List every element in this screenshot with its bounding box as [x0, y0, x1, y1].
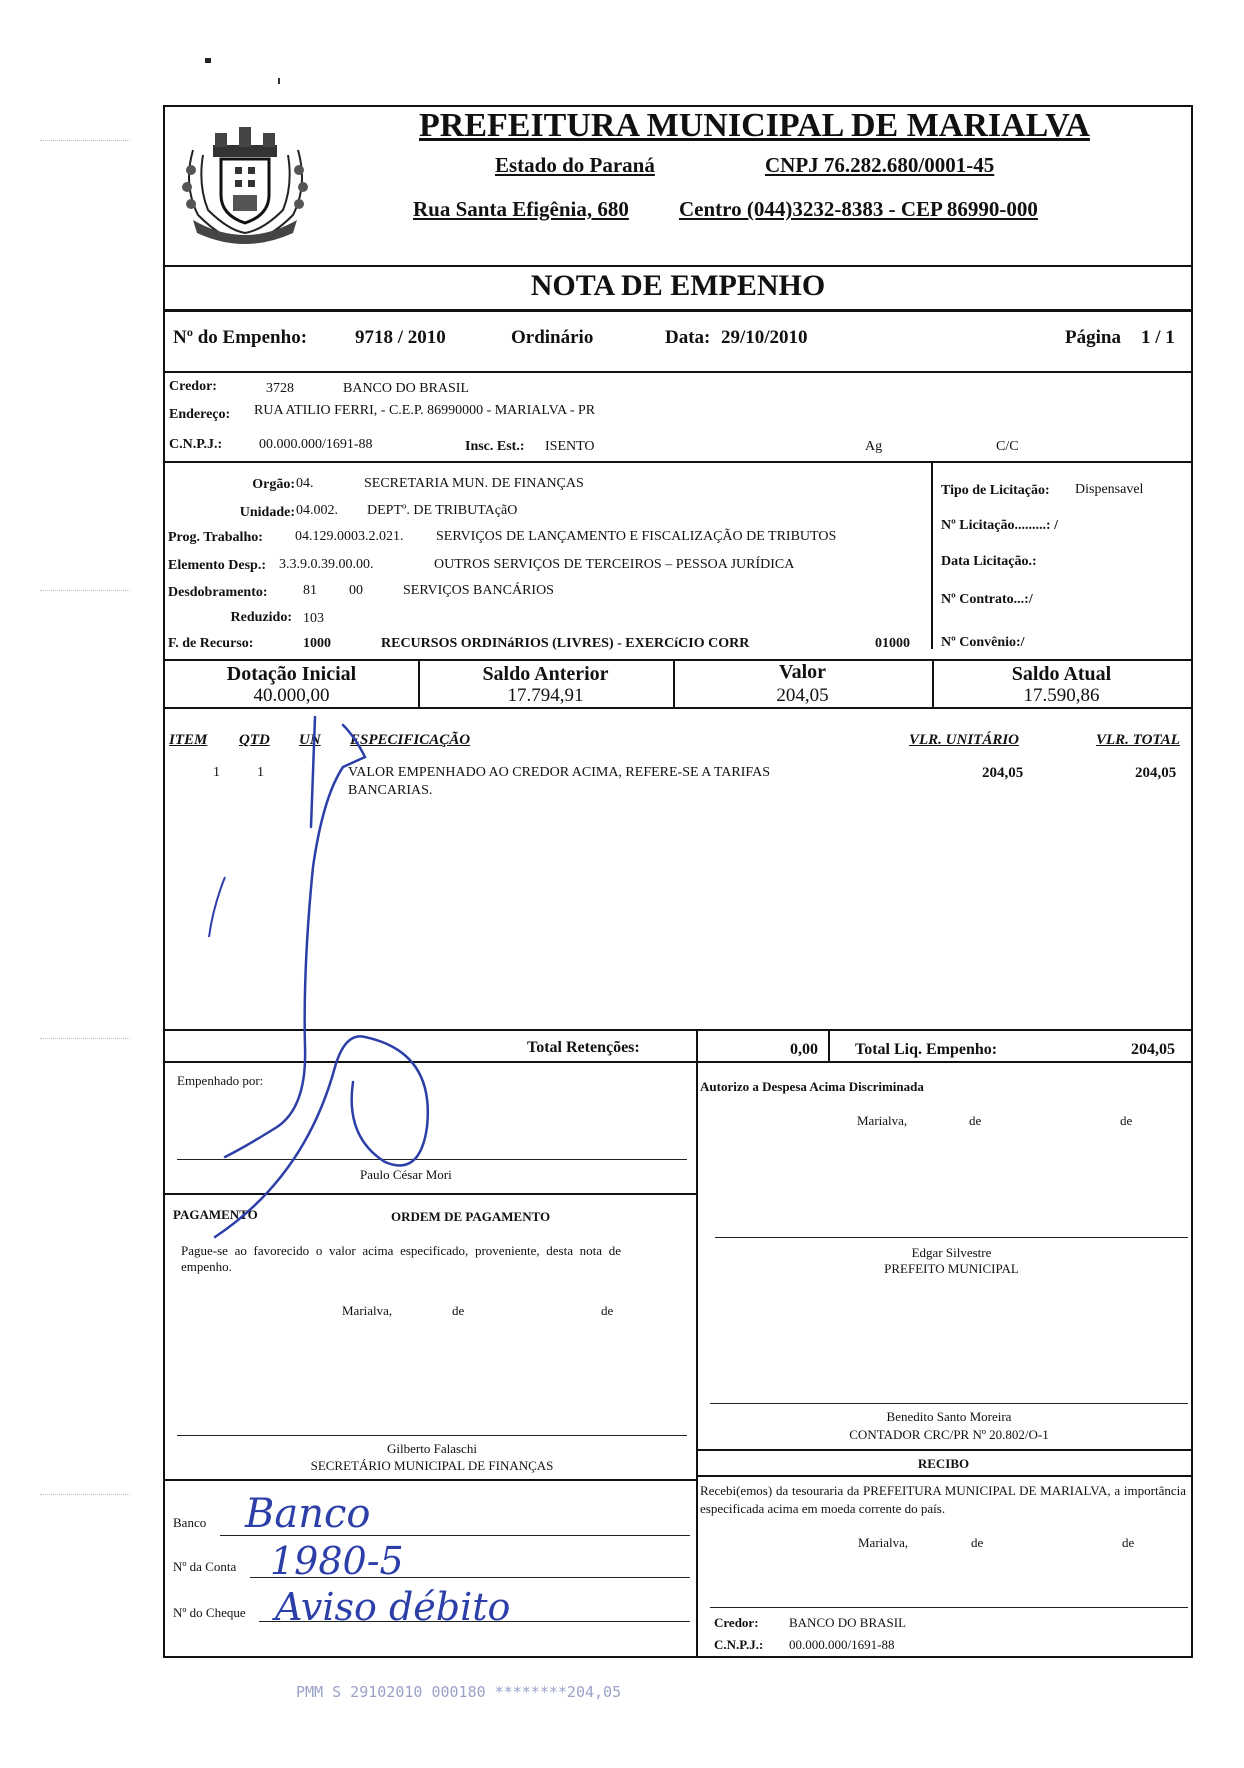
- recibo-city: Marialva,: [858, 1535, 909, 1550]
- scan-noise: [40, 1038, 130, 1045]
- conta-label: Nº da Conta: [173, 1559, 237, 1574]
- item-spec-line-1: VALOR EMPENHADO AO CREDOR ACIMA, REFERE-SE A TARIFAS: [348, 765, 771, 780]
- desdobramento-sub: 00: [349, 583, 363, 598]
- contador-role: CONTADOR CRC/PR Nº 20.802/O-1: [849, 1427, 1049, 1442]
- divider: [165, 371, 1191, 373]
- dotacao-label: Dotação Inicial: [226, 663, 357, 685]
- divider: [828, 1029, 830, 1061]
- reduzido-label: Reduzido:: [230, 610, 292, 625]
- signature-line: [710, 1403, 1188, 1404]
- valor-label: Valor: [778, 661, 827, 683]
- recibo-cnpj: 00.000.000/1691-88: [789, 1637, 895, 1652]
- total-retencoes-value: 0,00: [790, 1041, 818, 1058]
- recurso-name: RECURSOS ORDINáRIOS (LIVRES) - EXERCíCIO CORR: [381, 636, 750, 651]
- ag-label: Ag: [865, 439, 883, 454]
- cheque-label: Nº do Cheque: [173, 1605, 246, 1620]
- desdobramento-code: 81: [303, 583, 317, 598]
- desdobramento-name: SERVIÇOS BANCÁRIOS: [403, 583, 554, 598]
- autorizo-de-1: de: [969, 1113, 982, 1128]
- printer-stamp: PMM S 29102010 000180 ********204,05: [296, 1683, 622, 1701]
- prefeito-role: PREFEITO MUNICIPAL: [884, 1261, 1019, 1276]
- elemento-label: Elemento Desp.:: [168, 558, 266, 573]
- cnpj-header: CNPJ 76.282.680/0001-45: [765, 153, 995, 177]
- empenhado-signer: Paulo César Mori: [360, 1167, 452, 1182]
- total-liquido-label: Total Liq. Empenho:: [855, 1041, 998, 1058]
- qtd-header: QTD: [239, 732, 270, 748]
- prefeito-signer: Edgar Silvestre: [911, 1245, 992, 1260]
- divider: [696, 1475, 1191, 1477]
- recibo-cnpj-label: C.N.P.J.:: [714, 1637, 764, 1652]
- recibo-text: Recebi(emos) da tesouraria da PREFEITURA MUNICIPAL DE MARIALVA, a importância especificada acima em moeda corrente do país.: [700, 1483, 1186, 1516]
- autorizo-label: Autorizo a Despesa Acima Discriminada: [700, 1079, 924, 1094]
- data-licitacao: Data Licitação.:: [941, 554, 1037, 569]
- scan-noise: [40, 140, 130, 147]
- prog-name: SERVIÇOS DE LANÇAMENTO E FISCALIZAÇÃO DE TRIBUTOS: [436, 529, 837, 544]
- empenho-number-label: Nº do Empenho:: [173, 327, 308, 348]
- prefeitura-title: PREFEITURA MUNICIPAL DE MARIALVA: [419, 107, 1090, 144]
- page-number: 1 / 1: [1141, 327, 1175, 348]
- scan-mark: [278, 78, 280, 84]
- valor-value: 204,05: [776, 685, 829, 706]
- orgao-name: SECRETARIA MUN. DE FINANÇAS: [364, 476, 584, 491]
- divider: [165, 1479, 698, 1481]
- scan-noise: [40, 1494, 130, 1501]
- divider: [696, 1061, 698, 1658]
- item-spec-line-2: BANCARIAS.: [348, 783, 433, 798]
- recurso-code: 1000: [303, 636, 331, 651]
- empenho-number: 9718 / 2010: [355, 327, 446, 348]
- recibo-de-2: de: [1122, 1535, 1135, 1550]
- credor-code: 3728: [266, 381, 294, 396]
- saldo-anterior-label: Saldo Anterior: [482, 663, 609, 685]
- pagamento-de-1: de: [452, 1303, 465, 1318]
- tipo-licitacao-value: Dispensavel: [1075, 482, 1144, 497]
- unidade-label: Unidade:: [239, 505, 295, 520]
- handwritten-signature: [195, 707, 495, 1267]
- prog-code: 04.129.0003.2.021.: [295, 529, 404, 544]
- valor-total-header: VLR. TOTAL: [1096, 732, 1180, 748]
- empenhado-por-label: Empenhado por:: [177, 1073, 264, 1088]
- recibo-title: RECIBO: [917, 1456, 970, 1471]
- desdobramento-label: Desdobramento:: [168, 585, 268, 600]
- pagamento-label: PAGAMENTO: [173, 1207, 258, 1222]
- endereco-label: Endereço:: [169, 407, 231, 422]
- banco-label: Banco: [173, 1515, 207, 1530]
- municipal-coat-of-arms-logo: [173, 115, 318, 247]
- cc-label: C/C: [996, 439, 1019, 454]
- credor-endereco: RUA ATILIO FERRI, - C.E.P. 86990000 - MARIALVA - PR: [254, 403, 596, 418]
- numero-contrato: Nº Contrato...:/: [941, 592, 1033, 607]
- insc-label: Insc. Est.:: [465, 439, 525, 454]
- ordem-pagamento-label: ORDEM DE PAGAMENTO: [391, 1209, 551, 1224]
- secretario-signer: Gilberto Falaschi: [387, 1441, 477, 1456]
- especificacao-header: ESPECIFICAÇÃO: [350, 732, 471, 748]
- elemento-name: OUTROS SERVIÇOS DE TERCEIROS – PESSOA JURÍDICA: [434, 557, 795, 572]
- dotacao-value: 40.000,00: [253, 685, 330, 706]
- signature-line: [715, 1237, 1188, 1238]
- divider: [165, 461, 1191, 463]
- recibo-credor-name: BANCO DO BRASIL: [789, 1615, 907, 1630]
- prog-label: Prog. Trabalho:: [168, 530, 263, 545]
- recibo-credor-label: Credor:: [714, 1615, 759, 1630]
- nota-de-empenho-form: [163, 105, 1193, 1658]
- autorizo-city: Marialva,: [857, 1113, 908, 1128]
- credor-label: Credor:: [169, 379, 217, 394]
- unidade-code: 04.002.: [296, 503, 338, 518]
- divider: [931, 461, 933, 649]
- recurso-label: F. de Recurso:: [168, 636, 254, 651]
- autorizo-de-2: de: [1120, 1113, 1133, 1128]
- contador-signer: Benedito Santo Moreira: [886, 1409, 1012, 1424]
- item-total-value: 204,05: [1135, 765, 1177, 781]
- item-qtd: 1: [257, 765, 264, 780]
- item-unit-value: 204,05: [982, 765, 1024, 781]
- tipo-licitacao-label: Tipo de Licitação:: [941, 483, 1050, 498]
- total-liquido-value: 204,05: [1131, 1041, 1175, 1058]
- divider: [696, 1449, 1191, 1451]
- orgao-label: Orgão:: [252, 477, 295, 492]
- recibo-de-1: de: [971, 1535, 984, 1550]
- item-header: ITEM: [169, 732, 208, 748]
- pagamento-city: Marialva,: [342, 1303, 393, 1318]
- pagamento-de-2: de: [601, 1303, 614, 1318]
- numero-licitacao: Nº Licitação.........: /: [941, 518, 1058, 533]
- empenho-date: 29/10/2010: [721, 327, 808, 348]
- address-street: Rua Santa Efigênia, 680: [413, 197, 629, 221]
- estado-label: Estado do Paraná: [495, 153, 655, 177]
- page-label: Página: [1065, 327, 1121, 348]
- scan-noise: [40, 590, 130, 597]
- insc-value: ISENTO: [545, 439, 595, 454]
- credor-cnpj-label: C.N.P.J.:: [169, 437, 223, 452]
- saldo-atual-value: 17.590,86: [1023, 685, 1100, 706]
- valor-unitario-header: VLR. UNITÁRIO: [909, 732, 1020, 748]
- orgao-code: 04.: [296, 476, 314, 491]
- divider: [696, 1029, 698, 1061]
- empenho-date-label: Data:: [665, 327, 711, 348]
- divider: [165, 265, 1191, 267]
- divider: [165, 309, 1191, 312]
- document-title: NOTA DE EMPENHO: [530, 269, 826, 302]
- secretario-role: SECRETÁRIO MUNICIPAL DE FINANÇAS: [310, 1458, 554, 1473]
- total-retencoes-label: Total Retenções:: [527, 1039, 640, 1056]
- credor-name: BANCO DO BRASIL: [343, 381, 470, 396]
- cheque-handwritten: Aviso débito: [275, 1585, 511, 1629]
- reduzido-value: 103: [303, 611, 324, 626]
- signature-line: [710, 1607, 1188, 1608]
- pagamento-text: Pague-se ao favorecido o valor acima especificado, proveniente, desta nota de empenho.: [181, 1243, 621, 1274]
- item-number: 1: [213, 765, 220, 780]
- banco-handwritten: Banco: [245, 1491, 371, 1537]
- credor-cnpj: 00.000.000/1691-88: [259, 437, 373, 452]
- saldo-atual-label: Saldo Atual: [1011, 663, 1112, 685]
- conta-handwritten: 1980-5: [270, 1539, 404, 1583]
- saldo-anterior-value: 17.794,91: [507, 685, 584, 706]
- empenho-type: Ordinário: [511, 327, 594, 348]
- unidade-name: DEPTº. DE TRIBUTAçãO: [367, 503, 518, 518]
- numero-convenio: Nº Convênio:/: [941, 635, 1025, 650]
- scan-mark: [205, 58, 211, 63]
- un-header: UN: [299, 732, 321, 748]
- signature-line: [177, 1435, 687, 1436]
- recurso-code-2: 01000: [875, 636, 910, 651]
- address-contact: Centro (044)3232-8383 - CEP 86990-000: [679, 197, 1038, 221]
- elemento-code: 3.3.9.0.39.00.00.: [279, 557, 374, 572]
